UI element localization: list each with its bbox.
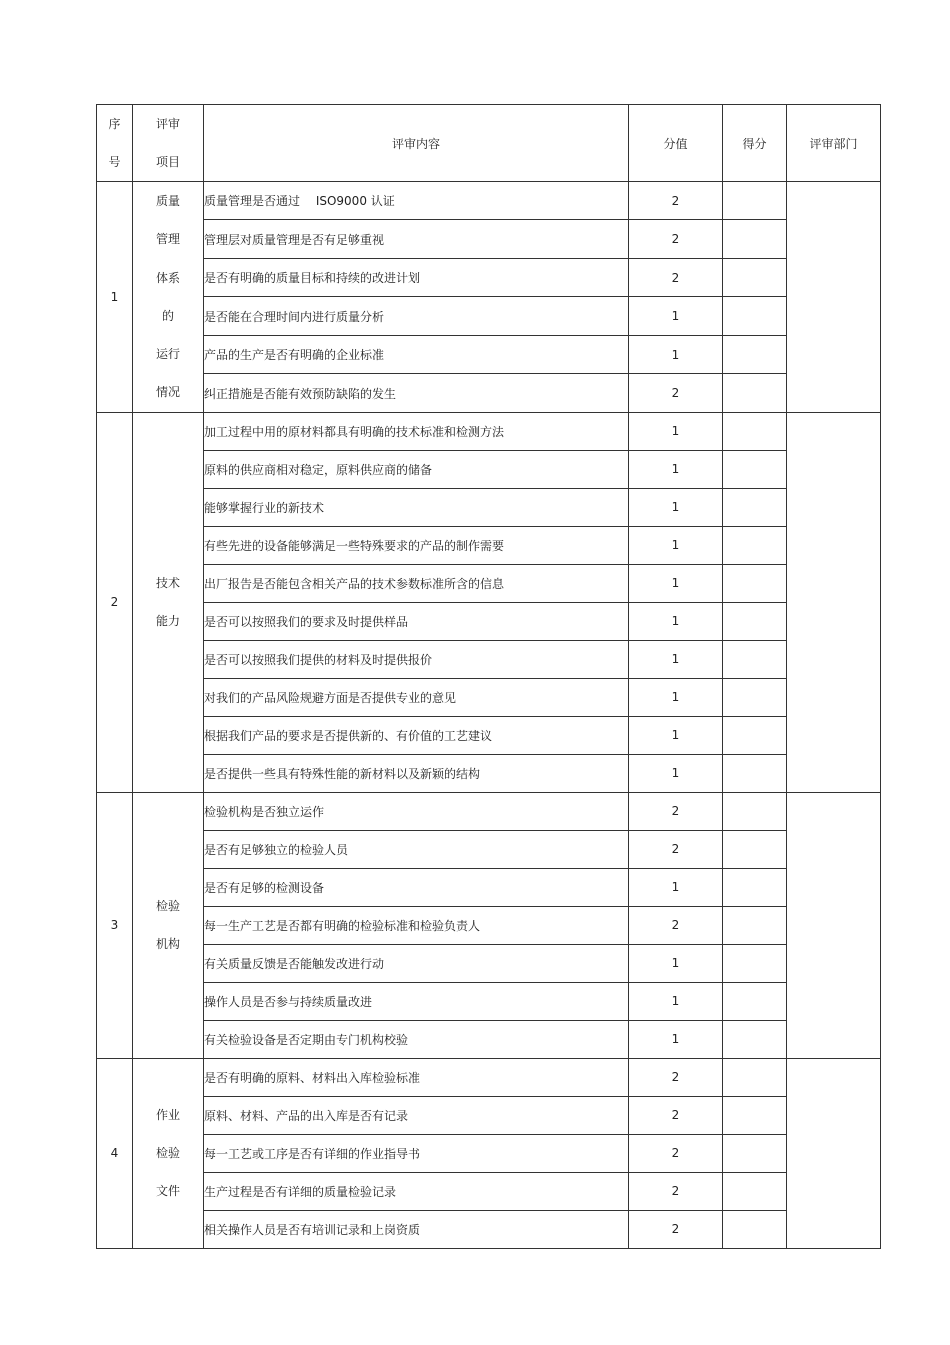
section-title-line: 的 <box>161 308 174 323</box>
score-cell[interactable] <box>723 716 787 754</box>
criterion-points: 1 <box>629 1020 723 1058</box>
score-cell[interactable] <box>723 297 787 335</box>
table-row <box>97 1020 881 1058</box>
section-title-line: 文件 <box>155 1184 180 1199</box>
table-row <box>97 754 881 792</box>
dept-cell[interactable] <box>787 182 881 413</box>
criterion-text: 出厂报告是否能包含相关产品的技术参数标准所含的信息 <box>204 564 629 602</box>
criterion-points: 1 <box>629 640 723 678</box>
criterion-text: 每一生产工艺是否都有明确的检验标准和检验负责人 <box>204 906 629 944</box>
criterion-text: 是否可以按照我们提供的材料及时提供报价 <box>204 640 629 678</box>
table-row <box>97 792 881 830</box>
criterion-points: 2 <box>629 258 723 296</box>
criterion-text: 产品的生产是否有明确的企业标准 <box>204 335 629 373</box>
section-title <box>133 1058 204 1248</box>
dept-cell[interactable] <box>787 412 881 792</box>
criterion-points: 2 <box>629 1172 723 1210</box>
table-header-row <box>97 105 881 182</box>
criterion-points: 2 <box>629 1096 723 1134</box>
header-seq: 序 号 <box>97 105 133 182</box>
header-content: 评审内容 <box>204 105 629 182</box>
score-cell[interactable] <box>723 1210 787 1248</box>
criterion-points: 2 <box>629 830 723 868</box>
criterion-text: 纠正措施是否能有效预防缺陷的发生 <box>204 374 629 413</box>
table-row <box>97 412 881 450</box>
criterion-points: 1 <box>629 602 723 640</box>
criterion-text: 操作人员是否参与持续质量改进 <box>204 982 629 1020</box>
score-cell[interactable] <box>723 526 787 564</box>
criterion-text: 是否有足够独立的检验人员 <box>204 830 629 868</box>
score-cell[interactable] <box>723 488 787 526</box>
section-title-line: 机构 <box>155 937 180 952</box>
criterion-text: 是否有足够的检测设备 <box>204 868 629 906</box>
criterion-text: 质量管理是否通过 ISO9000 认证 <box>204 182 629 220</box>
criterion-points: 1 <box>629 754 723 792</box>
criterion-points: 1 <box>629 868 723 906</box>
table-row <box>97 982 881 1020</box>
criterion-text: 原料、材料、产品的出入库是否有记录 <box>204 1096 629 1134</box>
score-cell[interactable] <box>723 982 787 1020</box>
criterion-points: 1 <box>629 716 723 754</box>
criterion-points: 1 <box>629 450 723 488</box>
score-cell[interactable] <box>723 906 787 944</box>
score-cell[interactable] <box>723 258 787 296</box>
table-row <box>97 830 881 868</box>
table-row <box>97 716 881 754</box>
criterion-points: 2 <box>629 1134 723 1172</box>
table-row <box>97 678 881 716</box>
criterion-text: 原料的供应商相对稳定，原料供应商的储备 <box>204 450 629 488</box>
criterion-text: 对我们的产品风险规避方面是否提供专业的意见 <box>204 678 629 716</box>
criterion-points: 2 <box>629 220 723 258</box>
section-title-line: 检验 <box>155 899 180 914</box>
score-cell[interactable] <box>723 1096 787 1134</box>
criterion-text: 检验机构是否独立运作 <box>204 792 629 830</box>
criterion-points: 1 <box>629 944 723 982</box>
table-row <box>97 488 881 526</box>
criterion-text: 有关质量反馈是否能触发改进行动 <box>204 944 629 982</box>
score-cell[interactable] <box>723 1020 787 1058</box>
section-title <box>133 182 204 413</box>
section-title-line: 质量 <box>155 194 180 208</box>
section-title-line: 运行 <box>155 347 180 362</box>
score-cell[interactable] <box>723 944 787 982</box>
criterion-points: 1 <box>629 982 723 1020</box>
criterion-text: 每一工艺或工序是否有详细的作业指导书 <box>204 1134 629 1172</box>
criterion-points: 1 <box>629 488 723 526</box>
section-title-line: 体系 <box>155 270 180 285</box>
table-row <box>97 297 881 335</box>
score-cell[interactable] <box>723 1172 787 1210</box>
section-number: 4 <box>97 1058 133 1248</box>
section-title <box>133 792 204 1058</box>
table-row <box>97 526 881 564</box>
score-cell[interactable] <box>723 754 787 792</box>
section-number: 1 <box>97 182 133 413</box>
table-row <box>97 564 881 602</box>
table-row <box>97 335 881 373</box>
section-title-line: 作业 <box>155 1108 180 1123</box>
dept-cell[interactable] <box>787 792 881 1058</box>
table-row <box>97 640 881 678</box>
criterion-points: 2 <box>629 906 723 944</box>
criterion-points: 2 <box>629 374 723 413</box>
criterion-text: 是否提供一些具有特殊性能的新材料以及新颖的结构 <box>204 754 629 792</box>
criterion-text: 是否有明确的质量目标和持续的改进计划 <box>204 258 629 296</box>
criterion-points: 2 <box>629 1210 723 1248</box>
table-row <box>97 1172 881 1210</box>
table-row <box>97 450 881 488</box>
section-number: 3 <box>97 792 133 1058</box>
criterion-points: 1 <box>629 297 723 335</box>
criterion-text: 能够掌握行业的新技术 <box>204 488 629 526</box>
criterion-text: 相关操作人员是否有培训记录和上岗资质 <box>204 1210 629 1248</box>
table-row <box>97 868 881 906</box>
criterion-points: 1 <box>629 564 723 602</box>
score-cell[interactable] <box>723 220 787 258</box>
table-row <box>97 1096 881 1134</box>
table-row <box>97 182 881 220</box>
score-cell[interactable] <box>723 792 787 830</box>
dept-cell[interactable] <box>787 1058 881 1248</box>
criterion-text: 有些先进的设备能够满足一些特殊要求的产品的制作需要 <box>204 526 629 564</box>
table-row <box>97 1058 881 1096</box>
score-cell[interactable] <box>723 374 787 413</box>
table-row <box>97 602 881 640</box>
score-cell[interactable] <box>723 640 787 678</box>
section-title-line: 检验 <box>155 1146 180 1161</box>
table-row <box>97 906 881 944</box>
criterion-text: 根据我们产品的要求是否提供新的、有价值的工艺建议 <box>204 716 629 754</box>
section-title-line: 情况 <box>155 385 180 400</box>
criterion-text: 加工过程中用的原材料都具有明确的技术标准和检测方法 <box>204 412 629 450</box>
criterion-text: 是否有明确的原料、材料出入库检验标准 <box>204 1058 629 1096</box>
section-title-line: 管理 <box>155 232 180 247</box>
criterion-text: 管理层对质量管理是否有足够重视 <box>204 220 629 258</box>
table-row <box>97 944 881 982</box>
criterion-text: 是否可以按照我们的要求及时提供样品 <box>204 602 629 640</box>
criterion-points: 1 <box>629 412 723 450</box>
criterion-text: 生产过程是否有详细的质量检验记录 <box>204 1172 629 1210</box>
table-row <box>97 220 881 258</box>
score-cell[interactable] <box>723 868 787 906</box>
header-dept: 评审部门 <box>787 105 881 182</box>
criterion-points: 2 <box>629 1058 723 1096</box>
score-cell[interactable] <box>723 678 787 716</box>
score-cell[interactable] <box>723 335 787 373</box>
section-title-line: 技术 <box>155 576 180 591</box>
table-row <box>97 1210 881 1248</box>
supplier-audit-table <box>96 104 881 1249</box>
header-item: 评审 项目 <box>133 105 204 182</box>
section-title-line: 能力 <box>155 614 180 629</box>
score-cell[interactable] <box>723 1058 787 1096</box>
score-cell[interactable] <box>723 564 787 602</box>
section-title <box>133 412 204 792</box>
section-number: 2 <box>97 412 133 792</box>
criterion-text: 是否能在合理时间内进行质量分析 <box>204 297 629 335</box>
score-cell[interactable] <box>723 412 787 450</box>
criterion-points: 1 <box>629 678 723 716</box>
score-cell[interactable] <box>723 602 787 640</box>
header-score: 得分 <box>723 105 787 182</box>
score-cell[interactable] <box>723 830 787 868</box>
table-row <box>97 258 881 296</box>
criterion-points: 1 <box>629 335 723 373</box>
criterion-points: 2 <box>629 182 723 220</box>
criterion-text: 有关检验设备是否定期由专门机构校验 <box>204 1020 629 1058</box>
criterion-points: 2 <box>629 792 723 830</box>
score-cell[interactable] <box>723 182 787 220</box>
header-points: 分值 <box>629 105 723 182</box>
table-row <box>97 374 881 413</box>
score-cell[interactable] <box>723 1134 787 1172</box>
score-cell[interactable] <box>723 450 787 488</box>
table-row <box>97 1134 881 1172</box>
criterion-points: 1 <box>629 526 723 564</box>
